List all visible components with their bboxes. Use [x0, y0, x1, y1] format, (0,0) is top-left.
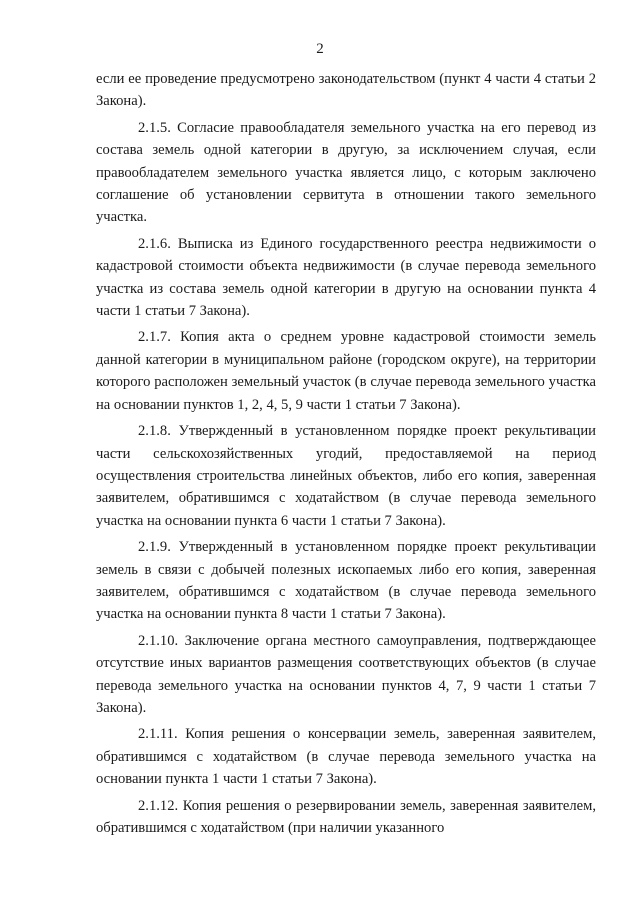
paragraph-continuation: если ее проведение предусмотрено законодательством (пункт 4 части 4 статьи 2 Закона).: [96, 71, 596, 110]
paragraph-2-1-8: 2.1.8. Утвержденный в установленном порядке проект рекультивации части сельскохозяйственных угодий, предоставляемой на период осуществления строительства линейных объектов, либо его копия, заверенная заявителем, обратившимся с ходатайством (в случае перевода земельного участка на основании пункта 6 части 1 статьи 7 Закона).: [96, 423, 596, 529]
paragraph-2-1-5: 2.1.5. Согласие правообладателя земельного участка на его перевод из состава земель одной категории в другую, за исключением случая, если правообладателем земельного участка является лицо, с которым заключено соглашение об установлении сервитута в отношении такого земельного участка.: [96, 119, 596, 226]
paragraph-2-1-6: 2.1.6. Выписка из Единого государственного реестра недвижимости о кадастровой стоимости объекта недвижимости (в случае перевода земельного участка из состава земель одной категории в другую на основании пункта 4 части 1 статьи 7 Закона).: [96, 235, 596, 320]
paragraph-2-1-10: 2.1.10. Заключение органа местного самоуправления, подтверждающее отсутствие иных вариантов размещения соответствующих объектов (в случае перевода земельного участка на основании пунктов 4, 7, 9 части 1 статьи 7 Закона).: [96, 632, 596, 716]
paragraph-2-1-11: 2.1.11. Копия решения о консервации земель, заверенная заявителем, обратившимся с ходатайством (в случае перевода земельного участка на основании пункта 1 части 1 статьи 7 Закона).: [96, 726, 596, 788]
page-number: 2: [316, 41, 324, 57]
document-body: [96, 68, 596, 843]
paragraph-2-1-7: 2.1.7. Копия акта о среднем уровне кадастровой стоимости земель данной категории в муниципальном районе (городском округе), на территории которого расположен земельный участок (в случае перевода земельного участка на основании пунктов 1, 2, 4, 5, 9 части 1 статьи 7 Закона).: [96, 329, 596, 413]
paragraph-2-1-12: 2.1.12. Копия решения о резервировании земель, заверенная заявителем, обратившимся с ходатайством (при наличии указанного: [96, 797, 596, 836]
paragraph-2-1-9: 2.1.9. Утвержденный в установленном порядке проект рекультивации земель в связи с добычей полезных ископаемых либо его копия, заверенная заявителем, обратившимся с ходатайством (в случае перевода земельного участка на основании пункта 8 части 1 статьи 7 Закона).: [96, 539, 596, 623]
